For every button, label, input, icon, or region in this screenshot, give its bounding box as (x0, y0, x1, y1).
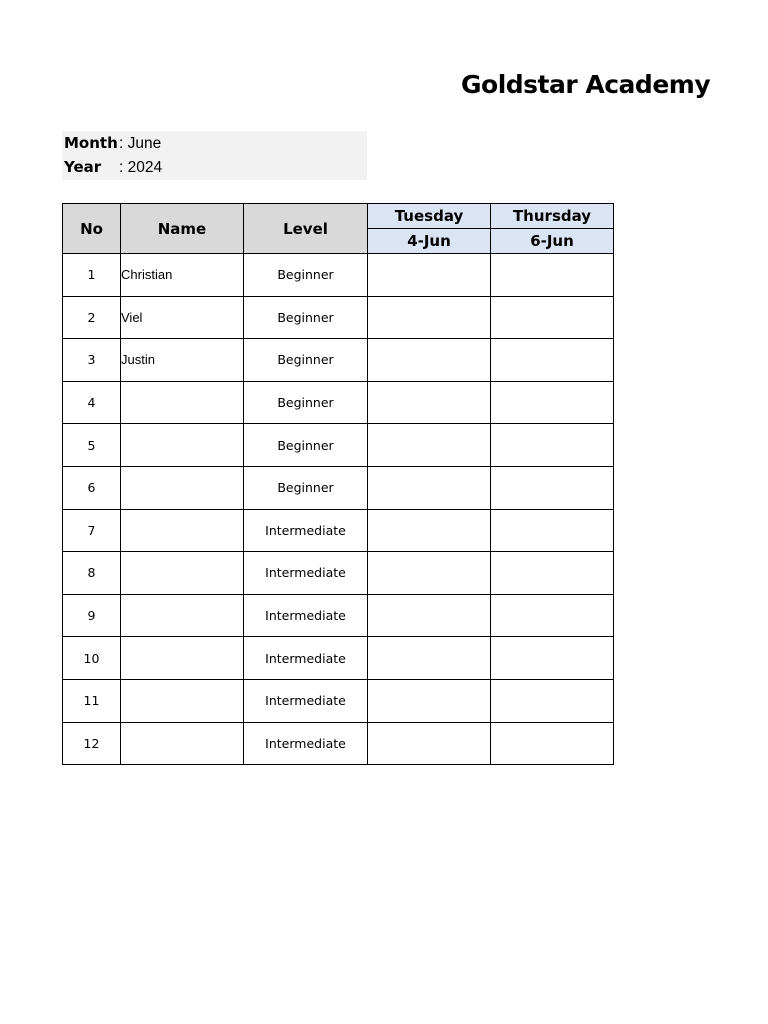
header-date-2: 6-Jun (491, 229, 614, 254)
attendance-cell-day-2[interactable] (491, 509, 614, 552)
attendance-cell-day-1[interactable] (368, 381, 491, 424)
attendance-cell-day-1[interactable] (368, 339, 491, 382)
student-name-cell[interactable] (121, 424, 244, 467)
table-row (63, 594, 614, 637)
student-name-cell[interactable] (121, 381, 244, 424)
attendance-cell-day-2[interactable] (491, 637, 614, 680)
month-row (64, 131, 161, 155)
level-cell: Intermediate (244, 594, 368, 637)
header-level: Level (244, 204, 368, 254)
student-name-cell[interactable] (121, 594, 244, 637)
attendance-cell-day-2[interactable] (491, 381, 614, 424)
attendance-cell-day-2[interactable] (491, 594, 614, 637)
header-date-1: 4-Jun (368, 229, 491, 254)
student-name-cell[interactable]: Christian (121, 254, 244, 297)
level-cell: Intermediate (244, 509, 368, 552)
level-cell: Intermediate (244, 679, 368, 722)
month-value: : June (119, 135, 162, 152)
row-number: 9 (63, 594, 121, 637)
attendance-cell-day-1[interactable] (368, 679, 491, 722)
header-no: No (63, 204, 121, 254)
header-name: Name (121, 204, 244, 254)
attendance-cell-day-1[interactable] (368, 594, 491, 637)
level-cell: Beginner (244, 339, 368, 382)
attendance-cell-day-1[interactable] (368, 466, 491, 509)
header-day-2: Thursday (491, 204, 614, 229)
attendance-cell-day-1[interactable] (368, 254, 491, 297)
page-title: Goldstar Academy (461, 70, 711, 99)
level-cell: Beginner (244, 296, 368, 339)
attendance-cell-day-2[interactable] (491, 424, 614, 467)
row-number: 3 (63, 339, 121, 382)
attendance-cell-day-1[interactable] (368, 552, 491, 595)
level-cell: Beginner (244, 254, 368, 297)
row-number: 6 (63, 466, 121, 509)
level-cell: Beginner (244, 381, 368, 424)
table-row (63, 679, 614, 722)
year-label: Year (64, 158, 102, 176)
row-number: 8 (63, 552, 121, 595)
attendance-cell-day-2[interactable] (491, 679, 614, 722)
row-number: 4 (63, 381, 121, 424)
row-number: 7 (63, 509, 121, 552)
table-row (63, 509, 614, 552)
student-name-cell[interactable]: Justin (121, 339, 244, 382)
year-value: : 2024 (119, 159, 163, 176)
attendance-cell-day-1[interactable] (368, 296, 491, 339)
table-row (63, 637, 614, 680)
table-row (63, 339, 614, 382)
table-row (63, 254, 614, 297)
row-number: 11 (63, 679, 121, 722)
attendance-cell-day-2[interactable] (491, 296, 614, 339)
info-block (62, 131, 367, 180)
attendance-cell-day-2[interactable] (491, 552, 614, 595)
level-cell: Intermediate (244, 722, 368, 765)
level-cell: Beginner (244, 466, 368, 509)
row-number: 2 (63, 296, 121, 339)
attendance-cell-day-1[interactable] (368, 637, 491, 680)
table-row (63, 296, 614, 339)
level-cell: Intermediate (244, 552, 368, 595)
student-name-cell[interactable] (121, 552, 244, 595)
table-row (63, 722, 614, 765)
level-cell: Beginner (244, 424, 368, 467)
student-name-cell[interactable] (121, 509, 244, 552)
student-name-cell[interactable]: Viel (121, 296, 244, 339)
month-label: Month (64, 134, 118, 152)
student-name-cell[interactable] (121, 679, 244, 722)
row-number: 1 (63, 254, 121, 297)
table-row (63, 466, 614, 509)
attendance-cell-day-1[interactable] (368, 509, 491, 552)
attendance-table (62, 203, 614, 765)
student-name-cell[interactable] (121, 466, 244, 509)
row-number: 10 (63, 637, 121, 680)
table-row (63, 381, 614, 424)
title-container (440, 68, 711, 110)
student-name-cell[interactable] (121, 722, 244, 765)
header-day-1: Tuesday (368, 204, 491, 229)
attendance-cell-day-2[interactable] (491, 339, 614, 382)
table-row (63, 552, 614, 595)
table-row (63, 424, 614, 467)
attendance-cell-day-2[interactable] (491, 466, 614, 509)
student-name-cell[interactable] (121, 637, 244, 680)
level-cell: Intermediate (244, 637, 368, 680)
attendance-cell-day-2[interactable] (491, 722, 614, 765)
row-number: 5 (63, 424, 121, 467)
attendance-cell-day-1[interactable] (368, 722, 491, 765)
row-number: 12 (63, 722, 121, 765)
attendance-cell-day-2[interactable] (491, 254, 614, 297)
year-row (64, 155, 162, 179)
attendance-cell-day-1[interactable] (368, 424, 491, 467)
